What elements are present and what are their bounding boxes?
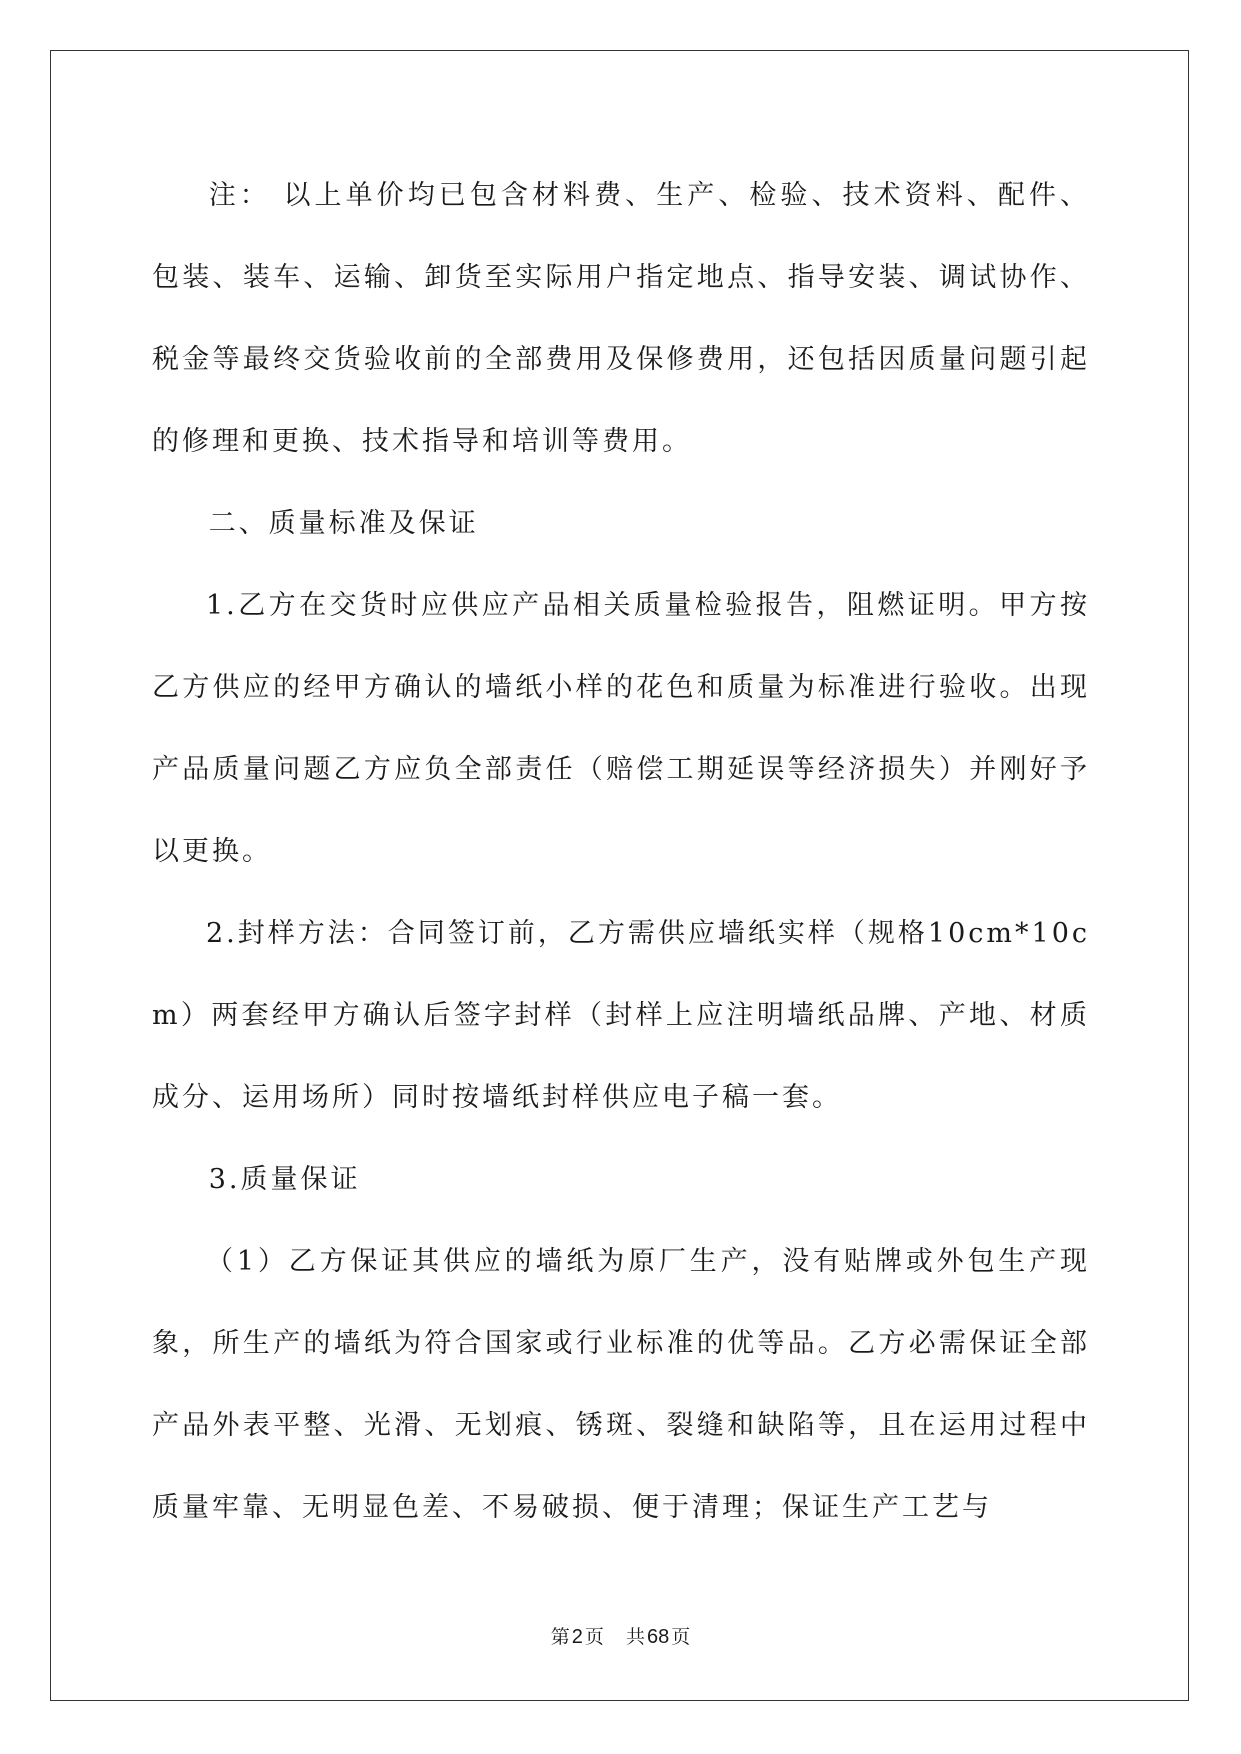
- page-footer: [0, 1622, 1241, 1649]
- item-1-paragraph: 1.乙方在交货时应供应产品相关质量检验报告，阻燃证明。甲方按乙方供应的经甲方确认的墙纸小样的花色和质量为标准进行验收。出现产品质量问题乙方应负全部责任（赔偿工期延误等经济损失）并刚好予以更换。: [152, 590, 1090, 867]
- document-body: [152, 155, 1090, 1549]
- note-paragraph: 注： 以上单价均已包含材料费、生产、检验、技术资料、配件、包装、装车、运输、卸货至实际用户指定地点、指导安装、调试协作、税金等最终交货验收前的全部费用及保修费用，还包括因质量问题引起的修理和更换、技术指导和培训等费用。: [152, 180, 1090, 457]
- item-2-paragraph: 2.封样方法：合同签订前，乙方需供应墙纸实样（规格10cm*10cm）两套经甲方确认后签字封样（封样上应注明墙纸品牌、产地、材质成分、运用场所）同时按墙纸封样供应电子稿一套。: [152, 918, 1090, 1113]
- footer-total-suffix: 页: [671, 1626, 691, 1648]
- footer-page-prefix: 第: [550, 1626, 570, 1648]
- item-3-1-paragraph: （1）乙方保证其供应的墙纸为原厂生产，没有贴牌或外包生产现象，所生产的墙纸为符合国家或行业标准的优等品。乙方必需保证全部产品外表平整、光滑、无划痕、锈斑、裂缝和缺陷等，且在运用过程中质量牢靠、无明显色差、不易破损、便于清理；保证生产工艺与: [152, 1246, 1090, 1523]
- footer-page-suffix: 页: [584, 1626, 604, 1648]
- section-heading-quality: 二、质量标准及保证: [208, 508, 479, 539]
- footer-page-total: 68: [646, 1626, 670, 1648]
- item-3-heading: 3.质量保证: [208, 1164, 361, 1195]
- footer-page-current: 2: [571, 1626, 583, 1648]
- footer-total-prefix: 共: [625, 1626, 645, 1648]
